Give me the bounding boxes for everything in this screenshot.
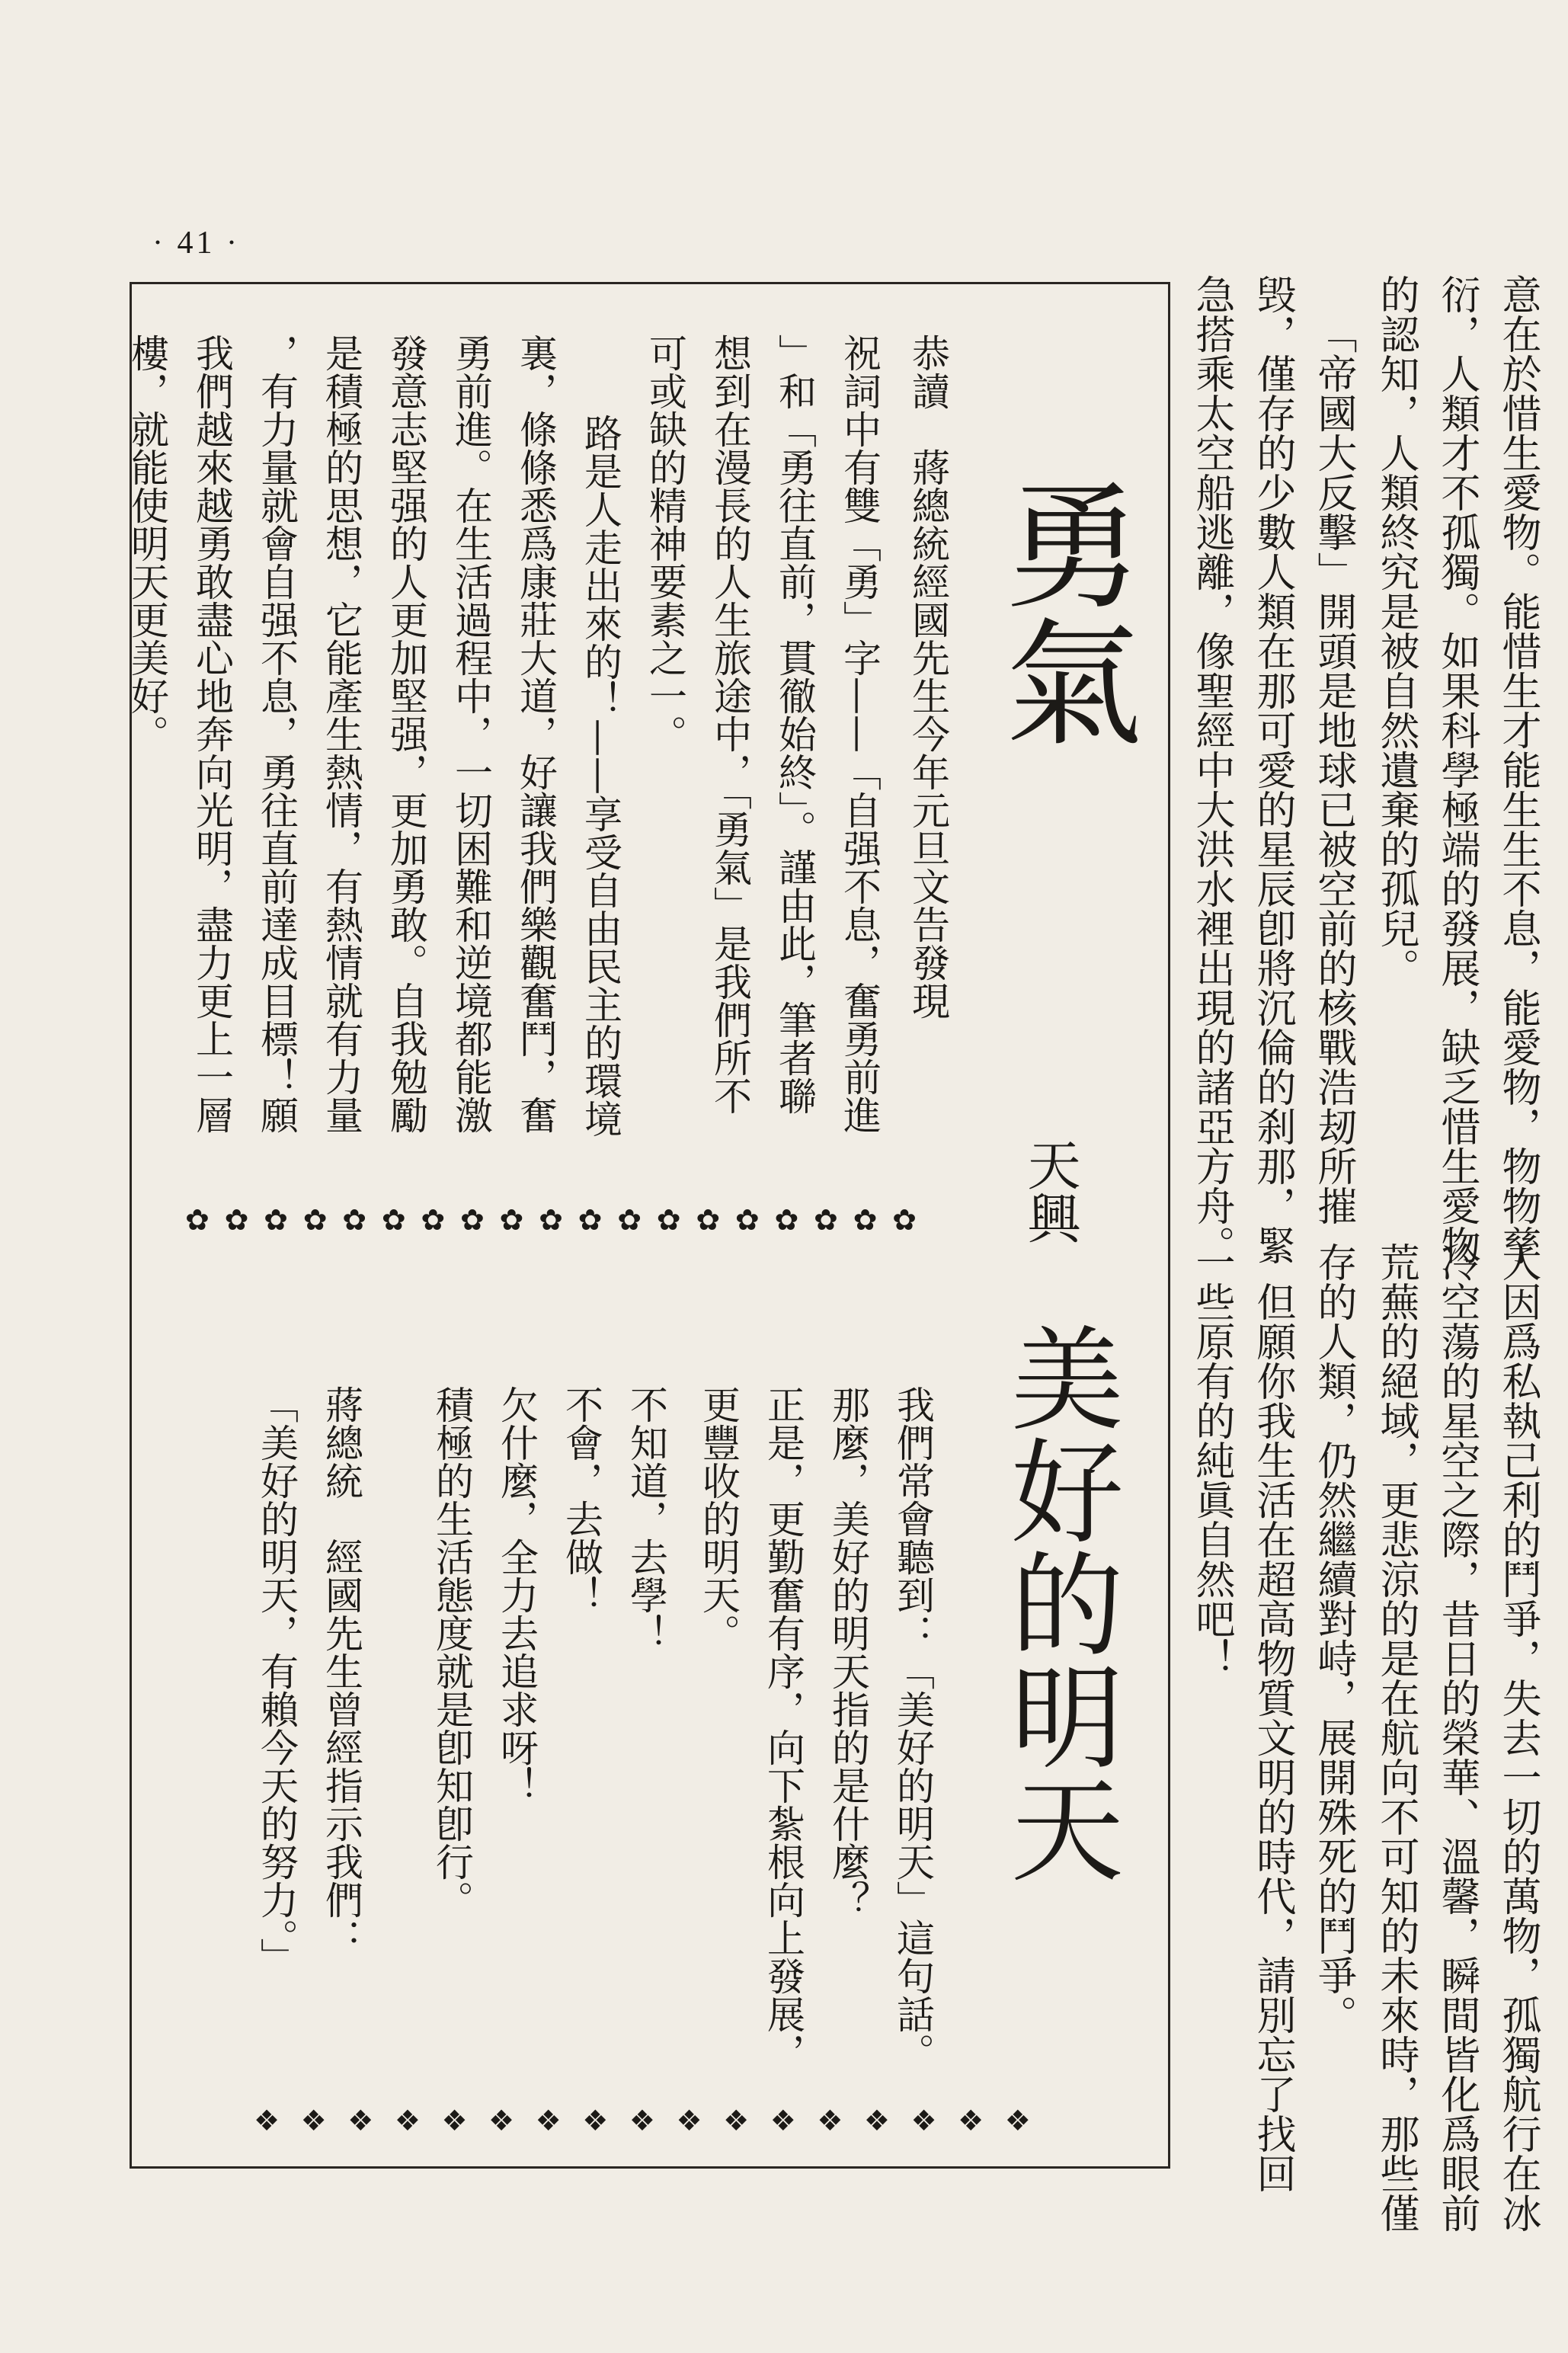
flower-ornament-icon: ✿ xyxy=(696,1205,721,1235)
flower-ornament-band xyxy=(185,1205,917,1235)
text-line: 祝詞中有雙「勇」字——「自强不息，奮勇前進 xyxy=(837,334,882,1134)
cross-ornament-icon: ❖ xyxy=(254,2105,280,2136)
cross-ornament-icon: ❖ xyxy=(441,2105,468,2136)
flower-ornament-icon: ✿ xyxy=(617,1205,642,1235)
text-line: 我們常會聽到：「美好的明天」這句話。 xyxy=(891,1385,935,2071)
text-line: 不知道，去學！ xyxy=(624,1385,668,1652)
text-line: 「美好的明天，有賴今天的努力。」 xyxy=(254,1385,299,1976)
text-line: 衍，人類才不孤獨。如果科學極端的發展，缺乏惜生愛物 xyxy=(1434,274,1480,1265)
flower-ornament-icon: ✿ xyxy=(499,1205,524,1235)
cross-ornament-icon: ❖ xyxy=(958,2105,984,2136)
flower-ornament-icon: ✿ xyxy=(734,1205,760,1235)
flower-ornament-icon: ✿ xyxy=(185,1205,210,1235)
text-line: 那麼，美好的明天指的是什麼？ xyxy=(826,1385,870,1919)
text-line: 不會，去做！ xyxy=(559,1385,603,1614)
cross-ornament-icon: ❖ xyxy=(1004,2105,1031,2136)
text-line: 積極的生活態度就是卽知卽行。 xyxy=(430,1385,474,1919)
flower-ornament-icon: ✿ xyxy=(892,1205,917,1235)
text-line: 可或缺的精神要素之一。 xyxy=(643,334,687,753)
cross-ornament-icon: ❖ xyxy=(863,2105,890,2136)
flower-ornament-icon: ✿ xyxy=(421,1205,446,1235)
text-line: 但願你我生活在超高物質文明的時代，請別忘了找回 xyxy=(1250,1282,1295,2193)
text-line: 蔣總統 經國先生曾經指示我們： xyxy=(319,1385,363,1957)
text-line: 勇前進。在生活過程中，一切困難和逆境都能激 xyxy=(449,334,493,1134)
text-line: 想到在漫長的人生旅途中，「勇氣」是我們所不 xyxy=(708,334,752,1115)
text-line: 欠什麼，全力去追求呀！ xyxy=(494,1385,539,1804)
article-title-tomorrow: 美好的明天 xyxy=(992,1321,1124,1884)
text-line: 「帝國大反擊」開頭是地球已被空前的核戰浩刼所摧 xyxy=(1310,314,1356,1225)
text-line: 冷空蕩的星空之際，昔日的榮華、溫馨，瞬間皆化爲眼前 xyxy=(1434,1242,1480,2233)
flower-ornament-icon: ✿ xyxy=(656,1205,681,1235)
cross-ornament-icon: ❖ xyxy=(394,2105,421,2136)
text-line: ，有力量就會自强不息，勇往直前達成目標！願 xyxy=(254,334,299,1134)
cross-ornament-icon: ❖ xyxy=(770,2105,796,2136)
article-author: 天興 xyxy=(1019,1138,1081,1244)
cross-ornament-icon: ❖ xyxy=(629,2105,655,2136)
boxed-articles xyxy=(125,282,1170,2169)
text-line: 荒蕪的絕域，更悲涼的是在航向不可知的未來時，那些僅 xyxy=(1373,1242,1419,2233)
cross-ornament-icon: ❖ xyxy=(582,2105,609,2136)
right-column-top xyxy=(1141,274,1541,1280)
text-line: 是積極的思想，它能產生熱情，有熱情就有力量 xyxy=(319,334,363,1134)
text-line: 人因爲私執己利的鬥爭，失去一切的萬物，孤獨航行在冰 xyxy=(1495,1242,1541,2233)
text-line: 急搭乘太空船逃離，像聖經中大洪水裡出現的諸亞方舟。 xyxy=(1189,274,1234,1265)
text-line: 正是，更勤奮有序，向下紮根向上發展， xyxy=(761,1385,805,2071)
text-line: 更豐收的明天。 xyxy=(696,1385,741,1652)
text-line: 意在於惜生愛物。能惜生才能生生不息，能愛物，物物孳 xyxy=(1495,274,1541,1265)
cross-ornament-icon: ❖ xyxy=(910,2105,937,2136)
text-line: 發意志堅强的人更加堅强，更加勇敢。自我勉勵 xyxy=(384,334,428,1134)
flower-ornament-icon: ✿ xyxy=(459,1205,485,1235)
text-line: 」和「勇往直前，貫徹始終」。謹由此，筆者聯 xyxy=(773,334,817,1115)
cross-ornament-icon: ❖ xyxy=(676,2105,702,2136)
flower-ornament-icon: ✿ xyxy=(381,1205,406,1235)
flower-ornament-icon: ✿ xyxy=(264,1205,288,1235)
cross-ornament-icon: ❖ xyxy=(723,2105,750,2136)
cross-ornament-icon: ❖ xyxy=(817,2105,843,2136)
text-line: 恭讀 蔣總統經國先生今年元旦文告發現 xyxy=(906,334,950,1020)
text-line: 的認知，人類終究是被自然遺棄的孤兒。 xyxy=(1373,274,1419,988)
page-number: · 41 · xyxy=(152,226,240,261)
cross-ornament-icon: ❖ xyxy=(300,2105,327,2136)
text-line: 存的人類，仍然繼續對峙，展開殊死的鬥爭。 xyxy=(1310,1242,1356,2034)
text-line: 我們越來越勇敢盡心地奔向光明，盡力更上一層 xyxy=(190,334,234,1134)
text-line: 一些原有的純眞自然吧！ xyxy=(1189,1242,1234,1678)
flower-ornament-icon: ✿ xyxy=(302,1205,328,1235)
cross-ornament-icon: ❖ xyxy=(347,2105,374,2136)
cross-ornament-icon: ❖ xyxy=(488,2105,515,2136)
text-line: 裏，條條悉爲康莊大道，好讓我們樂觀奮鬥，奮 xyxy=(514,334,558,1134)
flower-ornament-icon: ✿ xyxy=(578,1205,603,1235)
text-line: 樓，就能使明天更美好。 xyxy=(125,334,169,753)
text-line: 毁，僅存的少數人類在那可愛的星辰卽將沉倫的刹那，緊 xyxy=(1250,274,1295,1265)
flower-ornament-icon: ✿ xyxy=(814,1205,838,1235)
cross-ornament-band xyxy=(254,2105,1031,2136)
cross-ornament-icon: ❖ xyxy=(535,2105,562,2136)
flower-ornament-icon: ✿ xyxy=(342,1205,367,1235)
right-column-bottom xyxy=(1141,1242,1541,2263)
flower-ornament-icon: ✿ xyxy=(539,1205,563,1235)
flower-ornament-icon: ✿ xyxy=(224,1205,249,1235)
flower-ornament-icon: ✿ xyxy=(853,1205,878,1235)
article-title-courage: 勇氣 xyxy=(982,475,1141,749)
flower-ornament-icon: ✿ xyxy=(774,1205,799,1235)
text-line: 路是人走出來的！——享受自由民主的環境 xyxy=(578,414,622,1138)
